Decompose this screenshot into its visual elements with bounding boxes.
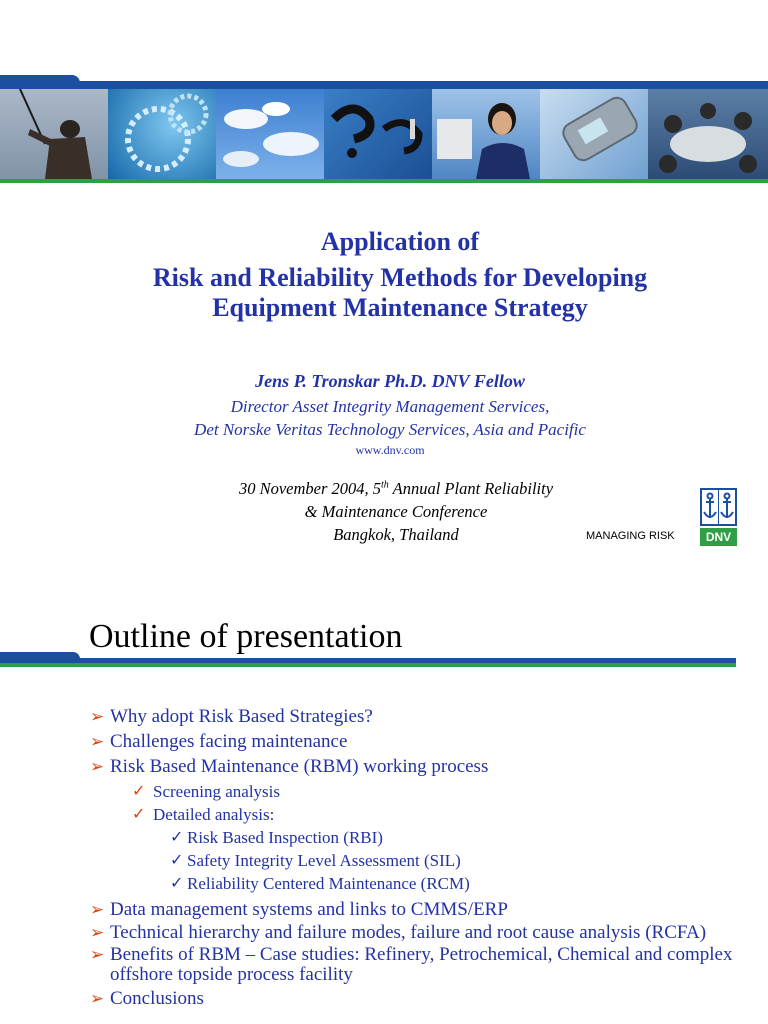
- list-item: ✓ Safety Integrity Level Assessment (SIL): [170, 851, 461, 870]
- header-bar-blue: [0, 81, 768, 89]
- conference-line-3: Bangkok, Thailand: [333, 525, 459, 544]
- checkmark-icon: ✓: [170, 829, 184, 846]
- header-bar-green: [0, 179, 768, 183]
- conference-line-2: & Maintenance Conference: [304, 502, 488, 521]
- list-item: ➢ Data management systems and links to CMMS/ERP: [90, 899, 508, 920]
- arrow-bullet-icon: ➢: [90, 989, 105, 1008]
- slide-title-line-3: Equipment Maintenance Strategy: [212, 293, 588, 322]
- photo-banner: [0, 89, 768, 179]
- dnv-logo: [700, 488, 737, 546]
- slide-title-line-1: Application of: [320, 227, 480, 256]
- list-item: ➢ Benefits of RBM – Case studies: Refinery, Petrochemical, Chemical and complex offshore topside process facility: [90, 944, 733, 985]
- clouds-photo: [216, 89, 324, 179]
- conference-line-1: 30 November 2004, 5th Annual Plant Reliability: [238, 479, 554, 498]
- list-item: ➢ Technical hierarchy and failure modes, failure and root cause analysis (RCFA): [90, 922, 707, 943]
- arrow-bullet-icon: ➢: [90, 757, 105, 776]
- outline-list: [90, 705, 750, 1012]
- outline-bar-green: [0, 663, 736, 667]
- list-item: ➢ Challenges facing maintenance: [90, 731, 348, 752]
- managing-risk-tagline: MANAGING RISK: [586, 530, 675, 542]
- list-item: ✓ Risk Based Inspection (RBI): [170, 828, 383, 847]
- slide-title-line-2: Risk and Reliability Methods for Developing: [152, 263, 648, 292]
- list-item: ➢ Why adopt Risk Based Strategies?: [90, 706, 373, 727]
- climber-photo: [0, 89, 108, 179]
- arrow-bullet-icon: ➢: [90, 945, 105, 964]
- dnv-logo-text: DNV: [705, 530, 732, 544]
- gears-photo: [108, 89, 216, 179]
- outline-title: Outline of presentation: [89, 618, 403, 655]
- affiliation-line-2: Det Norske Veritas Technology Services, Asia and Pacific: [194, 420, 586, 439]
- arrow-bullet-icon: ➢: [90, 900, 105, 919]
- affiliation-line-1: Director Asset Integrity Management Services,: [230, 397, 550, 416]
- list-item: ✓ Reliability Centered Maintenance (RCM): [170, 874, 470, 893]
- phone-photo: [540, 89, 648, 179]
- checkmark-icon: ✓: [170, 852, 184, 869]
- arrow-bullet-icon: ➢: [90, 732, 105, 751]
- list-item: ✓ Screening analysis: [132, 782, 280, 801]
- list-item: ➢ Risk Based Maintenance (RBM) working process: [90, 756, 489, 777]
- woman-computer-photo: [432, 89, 540, 179]
- arrow-bullet-icon: ➢: [90, 707, 105, 726]
- list-item: ✓ Detailed analysis:: [132, 805, 275, 824]
- checkmark-icon: ✓: [132, 806, 146, 823]
- question-marks-photo: [324, 89, 432, 179]
- meeting-photo: [648, 89, 768, 179]
- author-name: Jens P. Tronskar Ph.D. DNV Fellow: [255, 371, 525, 391]
- arrow-bullet-icon: ➢: [90, 923, 105, 942]
- website-url[interactable]: www.dnv.com: [355, 443, 425, 457]
- checkmark-icon: ✓: [170, 875, 184, 892]
- checkmark-icon: ✓: [132, 783, 146, 800]
- list-item: ➢ Conclusions: [90, 988, 204, 1009]
